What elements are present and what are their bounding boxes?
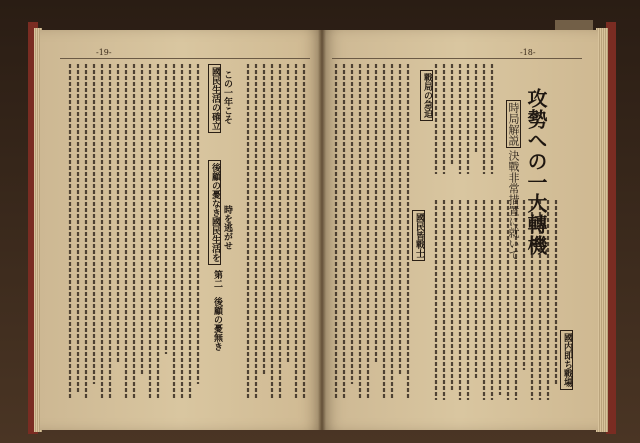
article-title: 攻勢への一大轉機: [524, 88, 548, 256]
left-page-number: -19-: [96, 48, 112, 57]
left-text-column-2: [244, 64, 310, 399]
left-box-heading-1: 國民生活の確立: [208, 64, 221, 133]
left-heading-3: 第二 後顧の憂無き: [212, 270, 222, 351]
right-page-number: -18-: [520, 48, 536, 57]
left-text-lines-1: [66, 64, 206, 399]
article-tag: 時局解説: [507, 102, 520, 146]
article-subtitle: 決戰非常措置に就いて: [507, 150, 520, 260]
right-text-lines-2: [432, 64, 496, 176]
left-heading-1: この一年こそ: [222, 70, 232, 124]
left-box-heading-2: 後顧の憂なき國民生活を: [208, 160, 221, 265]
right-box-heading-1: 戰局の急迫: [420, 70, 433, 121]
left-heading-2: 時を逃がせ: [222, 205, 232, 250]
left-text-column-1: [66, 64, 206, 399]
right-box-heading-3: 國内即ち戰場: [560, 330, 573, 390]
left-header-rule: [60, 58, 310, 59]
right-text-column-2: [432, 64, 496, 176]
right-text-lines-1: [332, 64, 416, 399]
book-gutter: [318, 30, 326, 430]
right-box-heading-2: 國民皆戰士: [412, 210, 425, 261]
right-header-rule: [332, 58, 582, 59]
left-text-lines-2: [244, 64, 310, 399]
right-text-column-1: [332, 64, 416, 399]
